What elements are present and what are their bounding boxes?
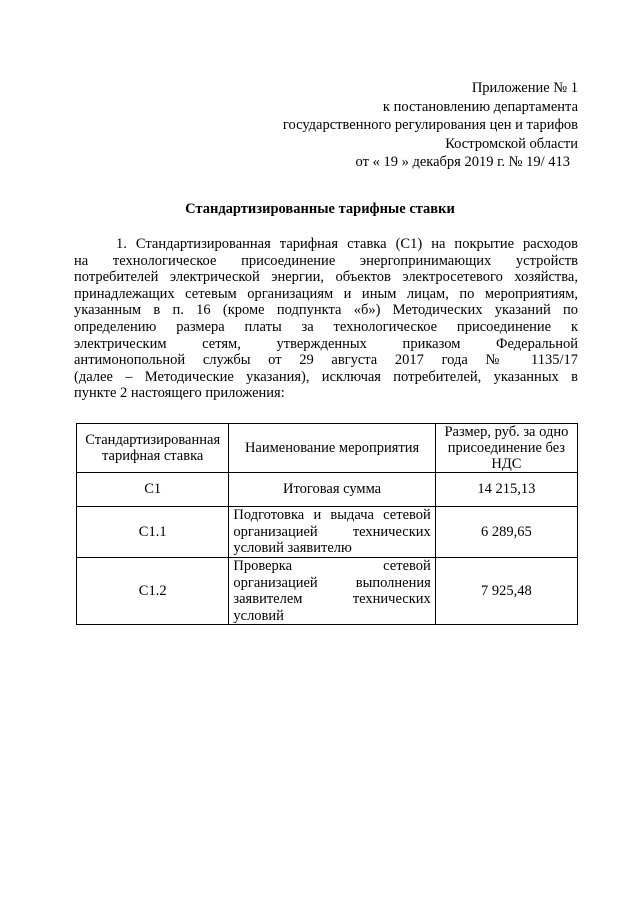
header-activity: Наименование мероприятия (229, 424, 435, 473)
appendix-region: Костромской области (445, 135, 578, 152)
appendix-date: от « 19 » декабря 2019 г. № 19/ 413 (355, 154, 570, 170)
cell-amount: 6 289,65 (435, 507, 577, 558)
activity-line: условий (233, 607, 284, 624)
activity-line: организацией технических (233, 523, 431, 540)
paragraph-line: (далее – Методические указания), исключая потребителей, указанных в (74, 368, 578, 385)
document-title: Стандартизированные тарифные ставки (185, 201, 455, 217)
table-row (77, 473, 578, 507)
appendix-resolution-ref: к постановлению департамента (382, 98, 578, 115)
paragraph-line: на технологическое присоединение энергопринимающих устройств (74, 252, 578, 269)
activity-line: Проверка сетевой (233, 558, 431, 574)
paragraph-line: принадлежащих сетевым организациям и иным лицам, по мероприятиям, (74, 285, 578, 302)
paragraph-line: потребителей электрической энергии, объектов электросетевого хозяйства, (74, 269, 578, 286)
appendix-header (283, 79, 578, 172)
paragraph-line: электрическим сетям, утвержденных приказом Федеральной (74, 335, 578, 352)
paragraph-line: определению размера платы за технологическое присоединение к (74, 318, 578, 335)
header-amount: Размер, руб. за одно присоединение без НДС (435, 424, 577, 473)
tariff-table (76, 423, 578, 625)
cell-activity (229, 558, 435, 625)
activity-line: Подготовка и выдача сетевой (233, 507, 431, 524)
appendix-department: государственного регулирования цен и тарифов (282, 117, 578, 133)
main-paragraph (74, 236, 578, 402)
header-rate: Стандартизированная тарифная ставка (77, 424, 229, 473)
cell-amount: 14 215,13 (435, 473, 577, 507)
activity-line: условий заявителю (233, 540, 352, 557)
cell-activity: Итоговая сумма (229, 473, 435, 507)
activity-line: организацией выполнения (233, 574, 431, 591)
table-row (77, 507, 578, 558)
cell-amount: 7 925,48 (435, 558, 577, 625)
table-header-row (77, 424, 578, 473)
table-row (77, 558, 578, 625)
paragraph-line: антимонопольной службы от 29 августа 2017 года № 1135/17 (74, 352, 578, 369)
cell-activity (229, 507, 435, 558)
cell-rate: С1.2 (77, 558, 229, 625)
cell-rate: С1.1 (77, 507, 229, 558)
appendix-number: Приложение № 1 (471, 80, 578, 96)
activity-line: заявителем технических (233, 591, 431, 607)
cell-rate: С1 (77, 473, 229, 507)
paragraph-line: 1. Стандартизированная тарифная ставка (С1) на покрытие расходов (116, 236, 578, 252)
paragraph-line: пункте 2 настоящего приложения: (74, 385, 285, 402)
paragraph-line: указанным в п. 16 (кроме подпункта «б») Методических указаний по (74, 302, 578, 319)
